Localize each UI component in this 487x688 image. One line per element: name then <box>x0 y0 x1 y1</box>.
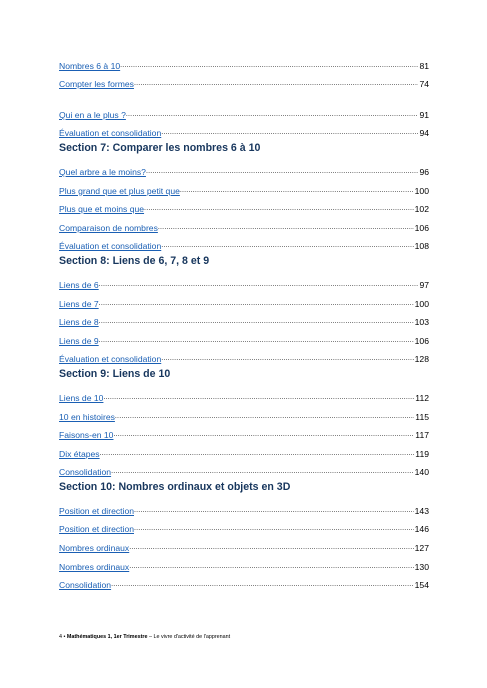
toc-entry-link[interactable]: Liens de 6 <box>59 279 99 290</box>
toc-entry-link[interactable]: Évaluation et consolidation <box>59 128 162 139</box>
toc-entry-link[interactable]: Faisons-en 10 <box>59 430 114 441</box>
toc-entry[interactable] <box>59 440 429 459</box>
toc-entry-link[interactable]: Évaluation et consolidation <box>59 241 162 252</box>
footer-separator: – <box>148 634 152 640</box>
toc-entry[interactable] <box>59 271 429 290</box>
toc-entry[interactable] <box>59 459 429 478</box>
toc-dot-leader <box>161 354 413 364</box>
toc-entry-link[interactable]: Position et direction <box>59 505 134 516</box>
toc-dot-leader <box>99 280 419 290</box>
toc-entry[interactable] <box>59 214 429 233</box>
toc-entry-link[interactable]: 10 en histoires <box>59 411 115 422</box>
toc-entry-link[interactable]: Consolidation <box>59 467 112 478</box>
toc-entry-link[interactable]: Nombres ordinaux <box>59 561 130 572</box>
toc-entry-link[interactable]: Liens de 9 <box>59 335 99 346</box>
toc-entry[interactable] <box>59 52 429 71</box>
toc-entry-link[interactable]: Liens de 7 <box>59 298 99 309</box>
toc-dot-leader <box>144 204 414 214</box>
toc-dot-leader <box>115 412 414 422</box>
toc-page-number: 103 <box>414 317 429 328</box>
toc-entry-link[interactable]: Plus que et moins que <box>59 204 145 215</box>
toc-dot-leader <box>120 61 418 71</box>
toc-entry[interactable] <box>59 553 429 572</box>
toc-dot-leader <box>180 186 414 196</box>
toc-page-number: 119 <box>415 448 429 459</box>
toc-page-number: 94 <box>419 128 429 139</box>
footer-book-title: Mathématiques 1, 1er Trimestre <box>66 634 148 640</box>
page-footer <box>59 634 230 640</box>
toc-entry-link[interactable]: Nombres 6 à 10 <box>59 60 121 71</box>
toc-page-number: 112 <box>415 392 429 403</box>
toc-entry-link[interactable]: Liens de 8 <box>59 317 99 328</box>
toc-page-number: 154 <box>414 580 429 591</box>
toc-page-number: 106 <box>414 335 429 346</box>
section-heading: Section 7: Comparer les nombres 6 à 10 <box>59 142 261 155</box>
footer-bullet: • <box>63 634 66 640</box>
toc-entry-link[interactable]: Nombres ordinaux <box>59 543 130 554</box>
toc-page-number: 115 <box>415 411 429 422</box>
toc-dot-leader <box>129 543 413 553</box>
toc-entry-link[interactable]: Position et direction <box>59 524 134 535</box>
toc-dot-leader <box>111 467 414 477</box>
toc-page-number: 100 <box>414 185 429 196</box>
toc-dot-leader <box>99 299 414 309</box>
toc-dot-leader <box>129 562 413 572</box>
footer-page-number: 4 <box>59 634 62 640</box>
section-heading: Section 8: Liens de 6, 7, 8 et 9 <box>59 255 210 268</box>
toc-entry[interactable] <box>59 534 429 553</box>
toc-entry[interactable] <box>59 384 429 403</box>
toc-entry-link[interactable]: Comparaison de nombres <box>59 222 158 233</box>
toc-dot-leader <box>161 241 413 251</box>
toc-dot-leader <box>134 79 418 89</box>
toc-page-number: 100 <box>414 298 429 309</box>
toc-page-number: 143 <box>414 505 429 516</box>
toc-page-number: 81 <box>419 60 429 71</box>
toc-page-number: 102 <box>414 204 429 215</box>
toc-entry[interactable] <box>59 71 429 90</box>
toc-page-number: 117 <box>415 430 429 441</box>
section-heading: Section 9: Liens de 10 <box>59 368 171 381</box>
toc-page-number: 106 <box>414 222 429 233</box>
toc-page-number: 97 <box>419 279 429 290</box>
toc-dot-leader <box>146 167 419 177</box>
toc-entry-link[interactable]: Quel arbre a le moins? <box>59 166 146 177</box>
toc-dot-leader <box>161 128 418 138</box>
toc-page-number: 91 <box>419 109 429 120</box>
toc-page-number: 127 <box>414 543 429 554</box>
toc-entry[interactable] <box>59 422 429 441</box>
toc-entry-link[interactable]: Consolidation <box>59 580 112 591</box>
toc-page-number: 130 <box>414 561 429 572</box>
toc-entry-link[interactable]: Évaluation et consolidation <box>59 354 162 365</box>
toc-entry[interactable] <box>59 233 429 252</box>
toc-page-number: 146 <box>414 524 429 535</box>
toc-entry[interactable] <box>59 403 429 422</box>
toc-entry[interactable] <box>59 516 429 535</box>
toc-entry-link[interactable]: Dix étapes <box>59 448 100 459</box>
toc-entry[interactable] <box>59 497 429 516</box>
toc-entry[interactable] <box>59 346 429 365</box>
toc-entry-link[interactable]: Qui en a le plus ? <box>59 109 126 120</box>
toc-dot-leader <box>134 506 414 516</box>
toc-dot-leader <box>134 524 414 534</box>
toc-dot-leader <box>126 110 419 120</box>
toc-page-number: 128 <box>414 354 429 365</box>
toc-page-number: 74 <box>419 79 429 90</box>
toc-entry[interactable] <box>59 290 429 309</box>
toc-entry[interactable] <box>59 327 429 346</box>
toc-dot-leader <box>113 430 414 440</box>
section-heading: Section 10: Nombres ordinaux et objets en 3D <box>59 481 291 494</box>
toc-dot-leader <box>100 449 415 459</box>
toc-entry[interactable] <box>59 158 429 177</box>
toc-entry[interactable] <box>59 101 429 120</box>
table-of-contents <box>59 52 429 590</box>
toc-dot-leader <box>99 336 414 346</box>
toc-entry[interactable] <box>59 572 429 591</box>
toc-entry[interactable] <box>59 177 429 196</box>
footer-subtitle: Le vivre d'activité de l'apprenant <box>153 634 231 640</box>
toc-dot-leader <box>158 223 414 233</box>
toc-dot-leader <box>111 580 414 590</box>
toc-dot-leader <box>99 317 414 327</box>
toc-entry[interactable] <box>59 309 429 328</box>
toc-dot-leader <box>103 393 414 403</box>
toc-entry-link[interactable]: Compter les formes <box>59 79 134 90</box>
toc-page-number: 96 <box>419 166 429 177</box>
toc-entry-link[interactable]: Liens de 10 <box>59 392 104 403</box>
toc-entry[interactable] <box>59 196 429 215</box>
toc-entry[interactable] <box>59 120 429 139</box>
toc-spacer <box>59 89 429 101</box>
toc-entry-link[interactable]: Plus grand que et plus petit que <box>59 185 180 196</box>
toc-page-number: 140 <box>414 467 429 478</box>
toc-page-number: 108 <box>414 241 429 252</box>
